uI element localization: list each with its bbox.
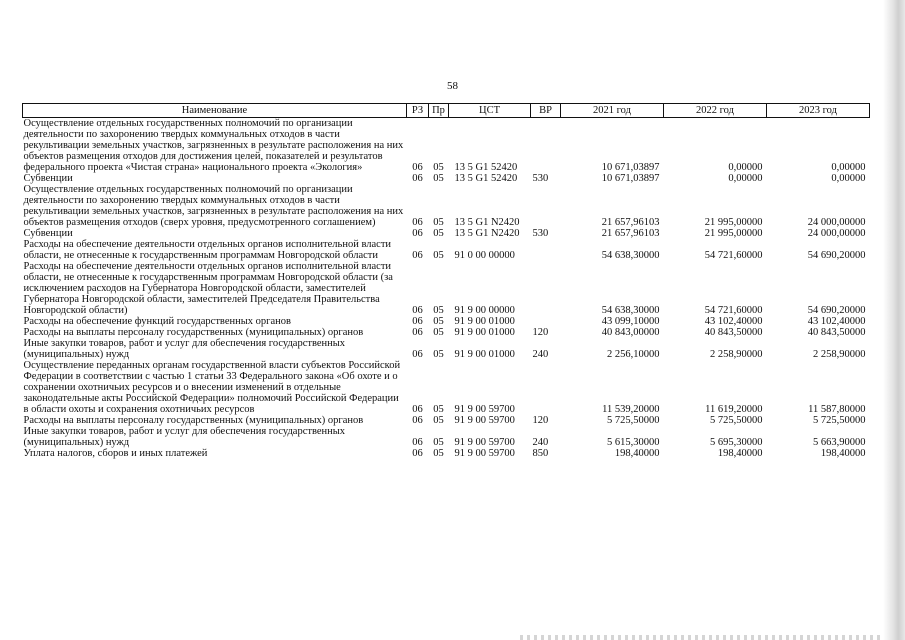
row-rz: 06 [412,228,423,239]
header-2022: 2022 год [664,104,767,118]
row-amount-2021: 2 256,10000 [607,349,660,360]
table-row [23,261,870,316]
row-vr: 120 [532,415,549,426]
row-cst: 91 9 00 01000 [454,327,515,338]
row-amount-2021: 198,40000 [614,448,660,459]
row-rz: 06 [412,327,423,338]
table-header-row [23,104,870,118]
row-pr: 05 [433,349,444,360]
row-vr [531,360,561,415]
row-pr: 05 [433,217,444,228]
row-vr: 530 [532,228,549,239]
row-amount-2023: 2 258,90000 [813,349,866,360]
row-cst: 91 9 00 59700 [454,404,515,415]
row-name: Субвенции [23,173,73,184]
row-amount-2023: 24 000,00000 [807,217,866,228]
row-cst: 91 9 00 59700 [454,448,515,459]
header-rz: РЗ [407,104,429,118]
row-amount-2021: 54 638,30000 [601,250,660,261]
row-pr: 05 [433,316,444,327]
table-row [23,184,870,228]
row-amount-2022: 54 721,60000 [704,250,763,261]
row-vr: 240 [532,437,549,448]
row-amount-2021: 10 671,03897 [601,173,660,184]
scan-edge-shadow [883,0,905,640]
row-vr [531,118,561,174]
header-2021: 2021 год [561,104,664,118]
row-name: Субвенции [23,228,73,239]
row-cst: 13 5 G1 52420 [454,173,518,184]
row-amount-2023: 0,00000 [831,162,866,173]
table-row [23,327,870,338]
row-vr: 120 [532,327,549,338]
row-amount-2023: 0,00000 [831,173,866,184]
row-name: Расходы на обеспечение функций государственных органов [23,316,291,327]
row-rz: 06 [412,404,423,415]
row-rz: 06 [412,316,423,327]
row-rz: 06 [412,217,423,228]
row-amount-2021: 54 638,30000 [601,305,660,316]
row-amount-2023: 5 725,50000 [813,415,866,426]
row-cst: 13 5 G1 N2420 [454,217,520,228]
row-amount-2023: 24 000,00000 [807,228,866,239]
row-pr: 05 [433,415,444,426]
table-row [23,360,870,415]
row-amount-2021: 11 539,20000 [602,404,660,415]
row-name: Осуществление переданных органам государственной власти субъектов Российской Федерации в соответствии с частью 1 статьи 33 Федерального закона «Об охоте и о сохранении охотничьих ресурсов и о внесении изменений в отдельные законодательные акты Российской Федерации» полномочий Российской Федерации в области охоты и сохранения охотничьих ресурсов [23,360,401,415]
row-vr: 850 [532,448,549,459]
table-row [23,239,870,261]
row-pr: 05 [433,448,444,459]
row-name: Расходы на обеспечение деятельности отдельных органов исполнительной власти области, не отнесенные к государственным программам Новгородской области (за исключением расходов на Губернатора Новгородской области, заместителей Губернатора Новгородской области, заместителей Председателя Правительства Новгородской области) [23,261,393,316]
row-amount-2022: 21 995,00000 [704,217,763,228]
table-row [23,118,870,174]
row-amount-2021: 10 671,03897 [601,162,660,173]
header-name: Наименование [23,104,407,118]
row-amount-2021: 21 657,96103 [601,217,660,228]
header-cst: ЦСТ [449,104,531,118]
row-name: Осуществление отдельных государственных полномочий по организации деятельности по захоронению твердых коммунальных отходов в части рекультивации земельных участков, загрязненных в результате расположения на них объектов размещения отходов (сверх уровня, предусмотренного соглашением) [23,184,404,228]
row-amount-2022: 198,40000 [717,448,763,459]
row-rz: 06 [412,173,423,184]
row-pr: 05 [433,327,444,338]
row-amount-2023: 54 690,20000 [807,250,866,261]
row-pr: 05 [433,173,444,184]
row-rz: 06 [412,305,423,316]
row-pr: 05 [433,228,444,239]
table-row [23,338,870,360]
row-rz: 06 [412,437,423,448]
row-name: Расходы на выплаты персоналу государственных (муниципальных) органов [23,415,364,426]
row-amount-2021: 5 725,50000 [607,415,660,426]
row-amount-2021: 43 099,10000 [601,316,660,327]
row-amount-2023: 43 102,40000 [807,316,866,327]
budget-table [22,103,870,459]
row-cst: 91 9 00 01000 [454,349,515,360]
row-amount-2023: 5 663,90000 [813,437,866,448]
table-row [23,426,870,448]
row-rz: 06 [412,162,423,173]
row-amount-2022: 43 102,40000 [704,316,763,327]
row-vr [531,239,561,261]
row-amount-2022: 0,00000 [728,173,763,184]
row-pr: 05 [433,305,444,316]
row-amount-2022: 54 721,60000 [704,305,763,316]
row-amount-2023: 198,40000 [820,448,866,459]
row-pr: 05 [433,162,444,173]
row-amount-2022: 5 695,30000 [710,437,763,448]
row-rz: 06 [412,349,423,360]
row-pr: 05 [433,437,444,448]
row-vr [531,184,561,228]
row-pr: 05 [433,250,444,261]
row-amount-2022: 5 725,50000 [710,415,763,426]
table-row [23,228,870,239]
row-name: Осуществление отдельных государственных полномочий по организации деятельности по захоронению твердых коммунальных отходов в части рекультивации земельных участков, загрязненных в результате расположения на них объектов размещения отходов для достижения целей, показателей и результатов федерального проекта «Чистая страна» национального проекта «Экология» [23,118,404,173]
row-amount-2023: 40 843,50000 [807,327,866,338]
row-cst: 13 5 G1 N2420 [454,228,520,239]
row-amount-2021: 40 843,00000 [601,327,660,338]
row-name: Расходы на обеспечение деятельности отдельных органов исполнительной власти области, не отнесенные к государственным программам Новгородской области [23,239,392,261]
table-row [23,415,870,426]
row-vr [531,316,561,327]
row-rz: 06 [412,448,423,459]
row-amount-2023: 11 587,80000 [808,404,866,415]
row-name: Уплата налогов, сборов и иных платежей [23,448,208,459]
row-cst: 91 0 00 00000 [454,250,515,261]
row-pr: 05 [433,404,444,415]
table-row [23,316,870,327]
row-name: Иные закупки товаров, работ и услуг для обеспечения государственных (муниципальных) нужд [23,426,346,448]
row-amount-2022: 40 843,50000 [704,327,763,338]
row-amount-2021: 5 615,30000 [607,437,660,448]
row-name: Иные закупки товаров, работ и услуг для обеспечения государственных (муниципальных) нужд [23,338,346,360]
row-cst: 91 9 00 00000 [454,305,515,316]
row-amount-2023: 54 690,20000 [807,305,866,316]
row-rz: 06 [412,250,423,261]
row-vr: 530 [532,173,549,184]
header-2023: 2023 год [767,104,870,118]
page-number: 58 [447,80,458,92]
row-vr: 240 [532,349,549,360]
row-name: Расходы на выплаты персоналу государственных (муниципальных) органов [23,327,364,338]
row-amount-2022: 0,00000 [728,162,763,173]
row-amount-2022: 2 258,90000 [710,349,763,360]
row-amount-2022: 21 995,00000 [704,228,763,239]
row-vr [531,261,561,316]
row-amount-2022: 11 619,20000 [705,404,763,415]
row-cst: 91 9 00 01000 [454,316,515,327]
row-amount-2021: 21 657,96103 [601,228,660,239]
table-row [23,448,870,459]
row-cst: 13 5 G1 52420 [454,162,518,173]
table-row [23,173,870,184]
header-pr: Пр [429,104,449,118]
scan-bottom-artifact [520,635,880,640]
row-cst: 91 9 00 59700 [454,415,515,426]
row-rz: 06 [412,415,423,426]
row-cst: 91 9 00 59700 [454,437,515,448]
header-vr: ВР [531,104,561,118]
